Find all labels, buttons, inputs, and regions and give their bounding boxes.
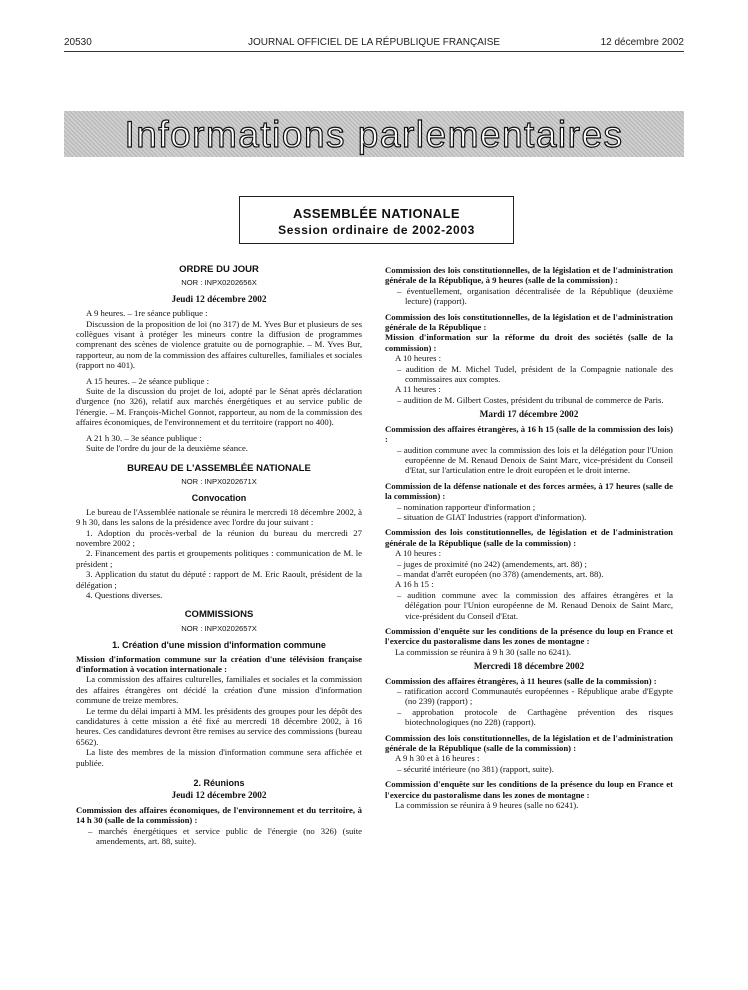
agenda-item: – audition commune avec la commission des lois et la délégation pour l'Union européenne de M. Renaud Denoix de Saint Marc, vice-président du Conseil d'Etat, sur l'articulation entre le droit européen et le droit interne. xyxy=(397,444,673,476)
meeting-text: La commission se réunira à 9 heures (salle no 6241). xyxy=(395,800,579,811)
agenda-item: 3. Application du statut du député : rapport de M. Eric Raoult, président de la délégation ; xyxy=(76,569,362,590)
nor-reference: NOR : INPX0202657X xyxy=(181,623,257,633)
mission-text: La liste des membres de la mission d'information commune sera affichée et publiée. xyxy=(76,747,362,768)
seance-text: Suite de l'ordre du jour de la deuxième séance. xyxy=(86,443,248,454)
mission-text: Le terme du délai imparti à MM. les présidents des groupes pour les dépôt des candidatures à cette mission a été fixé au mercredi 18 décembre 2002, à 16 heures. Ces candidatures devront être remises au service des commissions (bureau 6562). xyxy=(76,705,362,747)
creation-heading: 1. Création d'une mission d'information commune xyxy=(112,640,326,651)
mission-text: La commission des affaires culturelles, familiales et sociales et la commission des affaires étrangères ont décidé la création d'une mission d'information commune de treize membres. xyxy=(76,674,362,706)
seance-heading: A 15 heures. – 2e séance publique : xyxy=(86,375,210,386)
right-column xyxy=(385,265,673,811)
section-banner xyxy=(64,111,684,157)
assembly-name: ASSEMBLÉE NATIONALE xyxy=(293,206,460,221)
agenda-item: – nomination rapporteur d'information ; xyxy=(397,501,536,512)
seance-text: Discussion de la proposition de loi (no 317) de M. Yves Bur et plusieurs de ses collègues visant à protéger les mineurs contre la diffusion de programmes comprenant des scènes de violence gratuite ou de pornographie. – M. Yves Bur, rapporteur, au nom de la commission des affaires culturelles, familiales et sociales (rapport no 401). xyxy=(76,318,362,371)
agenda-item: 4. Questions diverses. xyxy=(86,589,163,600)
convocation-text: Le bureau de l'Assemblée nationale se réunira le mercredi 18 décembre 2002, à 9 h 30, dans les salons de la présidence avec l'ordre du jour suivant : xyxy=(76,506,362,528)
time-heading: A 10 heures : xyxy=(395,548,442,559)
agenda-item: 2. Financement des partis et groupements politiques : communication de M. le président ; xyxy=(76,548,362,569)
commission-title: Commission des affaires étrangères, à 16 h 15 (salle de la commission des lois) : xyxy=(385,423,673,445)
agenda-item: – audition de M. Michel Tudel, président de la Compagnie nationale des commissaires aux comptes. xyxy=(397,363,673,385)
ordre-du-jour-heading: ORDRE DU JOUR xyxy=(179,264,259,275)
page-number: 20530 xyxy=(64,37,92,48)
commission-title: Commission des lois constitutionnelles, de la législation et de l'administration générale de la République, à 9 heures (salle de la commission) : xyxy=(385,265,673,286)
agenda-item: 1. Adoption du procès-verbal de la réunion du bureau du mercredi 27 novembre 2002 ; xyxy=(76,527,362,548)
nor-reference: NOR : INPX0202656X xyxy=(181,278,257,288)
commissions-heading: COMMISSIONS xyxy=(184,609,254,621)
agenda-item: – situation de GIAT Industries (rapport d'information). xyxy=(397,511,587,522)
commission-title: Commission des lois constitutionnelles, de législation et de l'administration générale de la République (salle de la commission) : xyxy=(385,527,673,548)
commission-title: Commission de la défense nationale et des forces armées, à 17 heures (salle de la commission) : xyxy=(385,480,673,502)
agenda-item: – éventuellement, organisation décentralisée de la République (deuxième lecture) (rapport). xyxy=(397,285,673,307)
assembly-title-box xyxy=(239,196,514,244)
commission-title: Commission des affaires étrangères, à 11 heures (salle de la commission) : xyxy=(385,675,657,686)
reunions-heading: 2. Réunions xyxy=(193,778,245,789)
agenda-item: – marchés énergétiques et service public de l'énergie (no 326) (suite amendements, art. 88, suite). xyxy=(88,825,362,847)
mission-title: Mission d'information sur la réforme du droit des sociétés (salle de la commission) : xyxy=(385,332,673,353)
date-heading: Jeudi 12 décembre 2002 xyxy=(171,791,267,802)
journal-title: JOURNAL OFFICIEL DE LA RÉPUBLIQUE FRANÇAISE xyxy=(247,37,501,48)
agenda-item: – juges de proximité (no 242) (amendements, art. 88) ; xyxy=(397,558,587,569)
commission-title: Commission des lois constitutionnelles, de la législation et de l'administration générale de la République (salle de la commission) : xyxy=(385,732,673,754)
agenda-item: – mandat d'arrêt européen (no 378) (amendements, art. 88). xyxy=(397,568,604,579)
header-date: 12 décembre 2002 xyxy=(600,37,684,48)
date-heading: Jeudi 12 décembre 2002 xyxy=(171,294,267,305)
time-heading: A 9 h 30 et à 16 heures : xyxy=(395,753,480,764)
seance-text: Suite de la discussion du projet de loi, adopté par le Sénat après déclaration d'urgence (no 326), relatif aux marchés énergétiques et au service public de l'énergie. – M. François-Michel Gonnot, rapporteur, au nom de la commission des affaires économiques, de l'environnement et du territoire (rapport no 400). xyxy=(76,386,362,428)
commission-title: Commission d'enquête sur les conditions de la présence du loup en France et l'exercice du pastoralisme dans les zones de montagne : xyxy=(385,779,673,800)
nor-reference: NOR : INPX0202671X xyxy=(181,476,257,486)
commission-title: Commission des lois constitutionnelles, de la législation et de l'administration générale de la République : xyxy=(385,311,673,333)
banner-title: Informations parlementaires xyxy=(124,113,624,155)
meeting-text: La commission se réunira à 9 h 30 (salle no 6241). xyxy=(395,646,571,657)
seance-heading: A 21 h 30. – 3e séance publique : xyxy=(86,432,202,443)
time-heading: A 10 heures : xyxy=(395,353,442,364)
convocation-heading: Convocation xyxy=(191,493,247,504)
running-header xyxy=(64,37,684,51)
mission-title: Mission d'information commune sur la création d'une télévision française d'information à vocation internationale : xyxy=(76,653,362,674)
seance-heading: A 9 heures. – 1re séance publique : xyxy=(86,308,208,319)
time-heading: A 11 heures : xyxy=(395,384,441,395)
date-heading: Mercredi 18 décembre 2002 xyxy=(473,662,585,673)
agenda-item: – audition de M. Gilbert Costes, président du tribunal de commerce de Paris. xyxy=(397,394,664,405)
agenda-item: – audition commune avec la commission des affaires étrangères et la délégation pour l'Union européenne de M. Renaud Denoix de Saint Marc, vice-président du Conseil d'Etat. xyxy=(397,589,673,621)
bureau-heading: BUREAU DE L'ASSEMBLÉE NATIONALE xyxy=(127,462,311,474)
commission-title: Commission d'enquête sur les conditions de la présence du loup en France et l'exercice du pastoralisme dans les zones de montagne : xyxy=(385,626,673,647)
commission-title: Commission des affaires économiques, de l'environnement et du territoire, à 14 h 30 (salle de la commission) : xyxy=(76,804,362,826)
agenda-item: – sécurité intérieure (no 381) (rapport, suite). xyxy=(397,763,554,774)
date-heading: Mardi 17 décembre 2002 xyxy=(479,410,579,421)
agenda-item: – approbation protocole de Carthagène prévention des risques biotechnologiques (no 228) (rapport). xyxy=(397,706,673,728)
agenda-item: – ratification accord Communautés européennes - République arabe d'Egypte (no 239) (rapport) ; xyxy=(397,686,673,707)
header-rule xyxy=(64,51,684,52)
time-heading: A 16 h 15 : xyxy=(395,579,434,590)
left-column xyxy=(76,265,362,847)
session-name: Session ordinaire de 2002-2003 xyxy=(278,223,475,237)
